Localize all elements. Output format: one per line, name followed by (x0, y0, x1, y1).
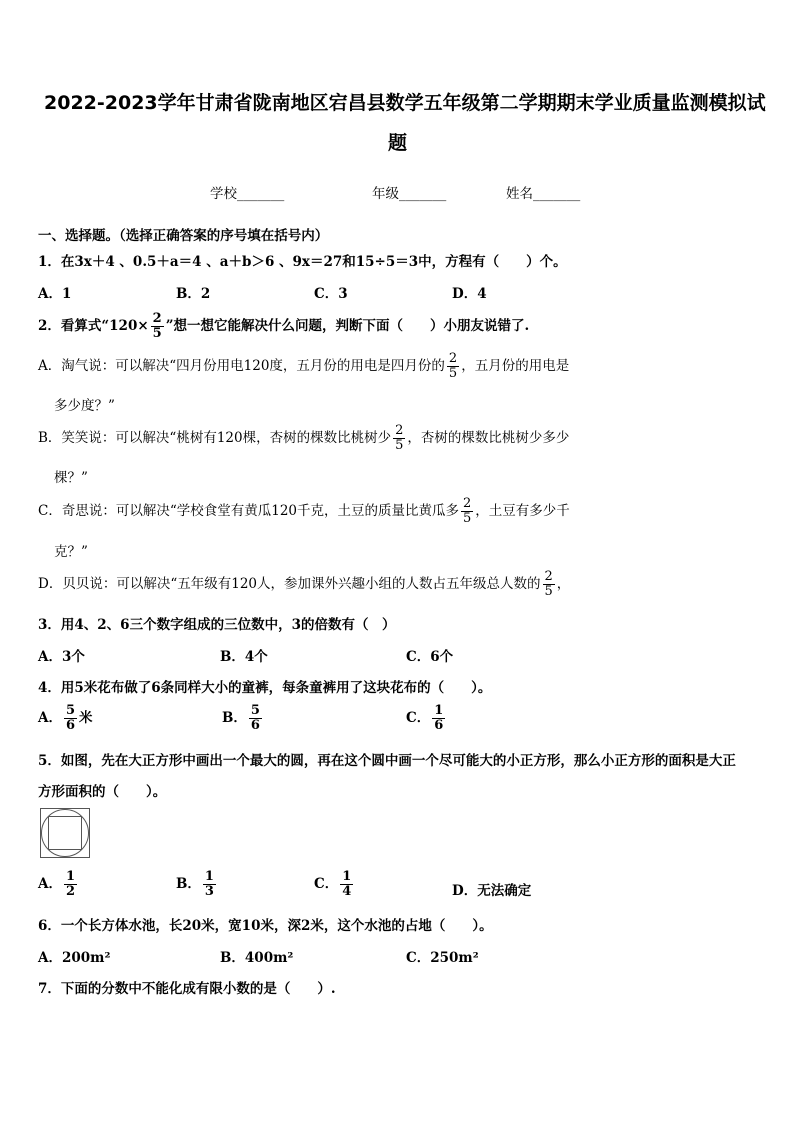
q3-option-c: C．6个 (406, 649, 454, 665)
fraction: $\frac{1}{3}$ (204, 869, 214, 899)
q1-option-a: A．1 (38, 286, 72, 302)
page-title-continued: 题 (388, 132, 408, 154)
school-field: 学校_______ (210, 186, 285, 202)
question-5-line2: 方形面积的（ ）。 (38, 784, 167, 800)
q2-option-c-line2: 克？” (54, 544, 88, 560)
inner-square (48, 816, 82, 850)
q2-option-c: C．奇思说：可以解决“学校食堂有黄瓜120千克，土豆的质量比黄瓜多 $\frac{2}{5}$ ，土豆有多少千 (38, 496, 570, 526)
fraction: $\frac{2}{5}$ (463, 496, 472, 526)
q2-option-b: B．笑笑说：可以解决“桃树有120棵，杏树的棵数比桃树少 $\frac{2}{5}$ ，杏树的棵数比桃树少多少 (38, 423, 570, 453)
q2-option-b-line2: 棵？” (54, 470, 88, 486)
q4-option-b: B． $\frac{5}{6}$ (222, 703, 260, 733)
q2-option-a-line2: 多少度？” (54, 398, 115, 414)
fraction: $\frac{2}{5}$ (544, 569, 553, 599)
q5-option-a: A． $\frac{1}{2}$ (38, 869, 76, 899)
q3-option-a: A．3个 (38, 649, 85, 665)
q2-text-post: ”想一想它能解决什么问题，判断下面（ ）小朋友说错了. (165, 318, 530, 334)
q6-option-c: C．250m² (406, 950, 479, 966)
q2-text-pre: 2．看算式“120× (38, 318, 149, 334)
question-5: 5．如图，先在大正方形中画出一个最大的圆，再在这个圆中画一个尽可能大的小正方形，那么小正方形的面积是大正 (38, 753, 736, 769)
section-heading: 一、选择题。（选择正确答案的序号填在括号内） (38, 228, 329, 244)
q4-option-a: A． $\frac{5}{6}$ 米 (38, 703, 93, 733)
question-3: 3．用4、2、6三个数字组成的三位数中，3的倍数有（ ） (38, 617, 396, 633)
q6-option-b: B．400m² (220, 950, 294, 966)
grade-field: 年级_______ (372, 186, 447, 202)
q6-option-a: A．200m² (38, 950, 111, 966)
name-field: 姓名_______ (506, 186, 581, 202)
q4-option-c: C． $\frac{1}{6}$ (406, 703, 444, 733)
q5-option-c: C． $\frac{1}{4}$ (314, 869, 352, 899)
q2-option-a: A．淘气说：可以解决“四月份用电120度，五月份的用电是四月份的 $\frac{2}{5}$ ，五月份的用电是 (38, 351, 570, 381)
q1-option-d: D．4 (452, 286, 487, 302)
fraction: $\frac{5}{6}$ (250, 703, 260, 733)
q1-option-c: C．3 (314, 286, 348, 302)
square-circle-figure (40, 808, 90, 858)
q5-option-d: D．无法确定 (452, 883, 532, 899)
fraction: $\frac{5}{6}$ (65, 703, 76, 733)
question-2 (38, 312, 529, 341)
question-1: 1．在3x＋4 、0.5＋a＝4 、a＋b＞6 、9x＝27和15÷5＝3中，方程有（ ）个。 (38, 254, 567, 270)
question-6: 6．一个长方体水池，长20米，宽10米，深2米，这个水池的占地（ ）。 (38, 918, 493, 934)
q2-option-d: D．贝贝说：可以解决“五年级有120人，参加课外兴趣小组的人数占五年级总人数的 $\frac{2}{5}$ ， (38, 569, 571, 599)
fraction: $\frac{2}{5}$ (448, 351, 458, 381)
q5-option-b: B． $\frac{1}{3}$ (176, 869, 214, 899)
fraction: $\frac{2}{5}$ (395, 423, 404, 453)
page-title: 2022-2023学年甘肃省陇南地区宕昌县数学五年级第二学期期末学业质量监测模拟试 (44, 92, 766, 114)
fraction: $\frac{1}{4}$ (342, 869, 352, 899)
question-7: 7．下面的分数中不能化成有限小数的是（ ）. (38, 981, 336, 997)
fraction: $\frac{1}{6}$ (434, 703, 444, 733)
q1-option-b: B．2 (176, 286, 211, 302)
question-4: 4．用5米花布做了6条同样大小的童裤，每条童裤用了这块花布的（ ）。 (38, 680, 492, 696)
fraction: $\frac{1}{2}$ (65, 869, 76, 899)
q3-option-b: B．4个 (220, 649, 268, 665)
fraction: $\frac{2}{5}$ (152, 311, 162, 341)
